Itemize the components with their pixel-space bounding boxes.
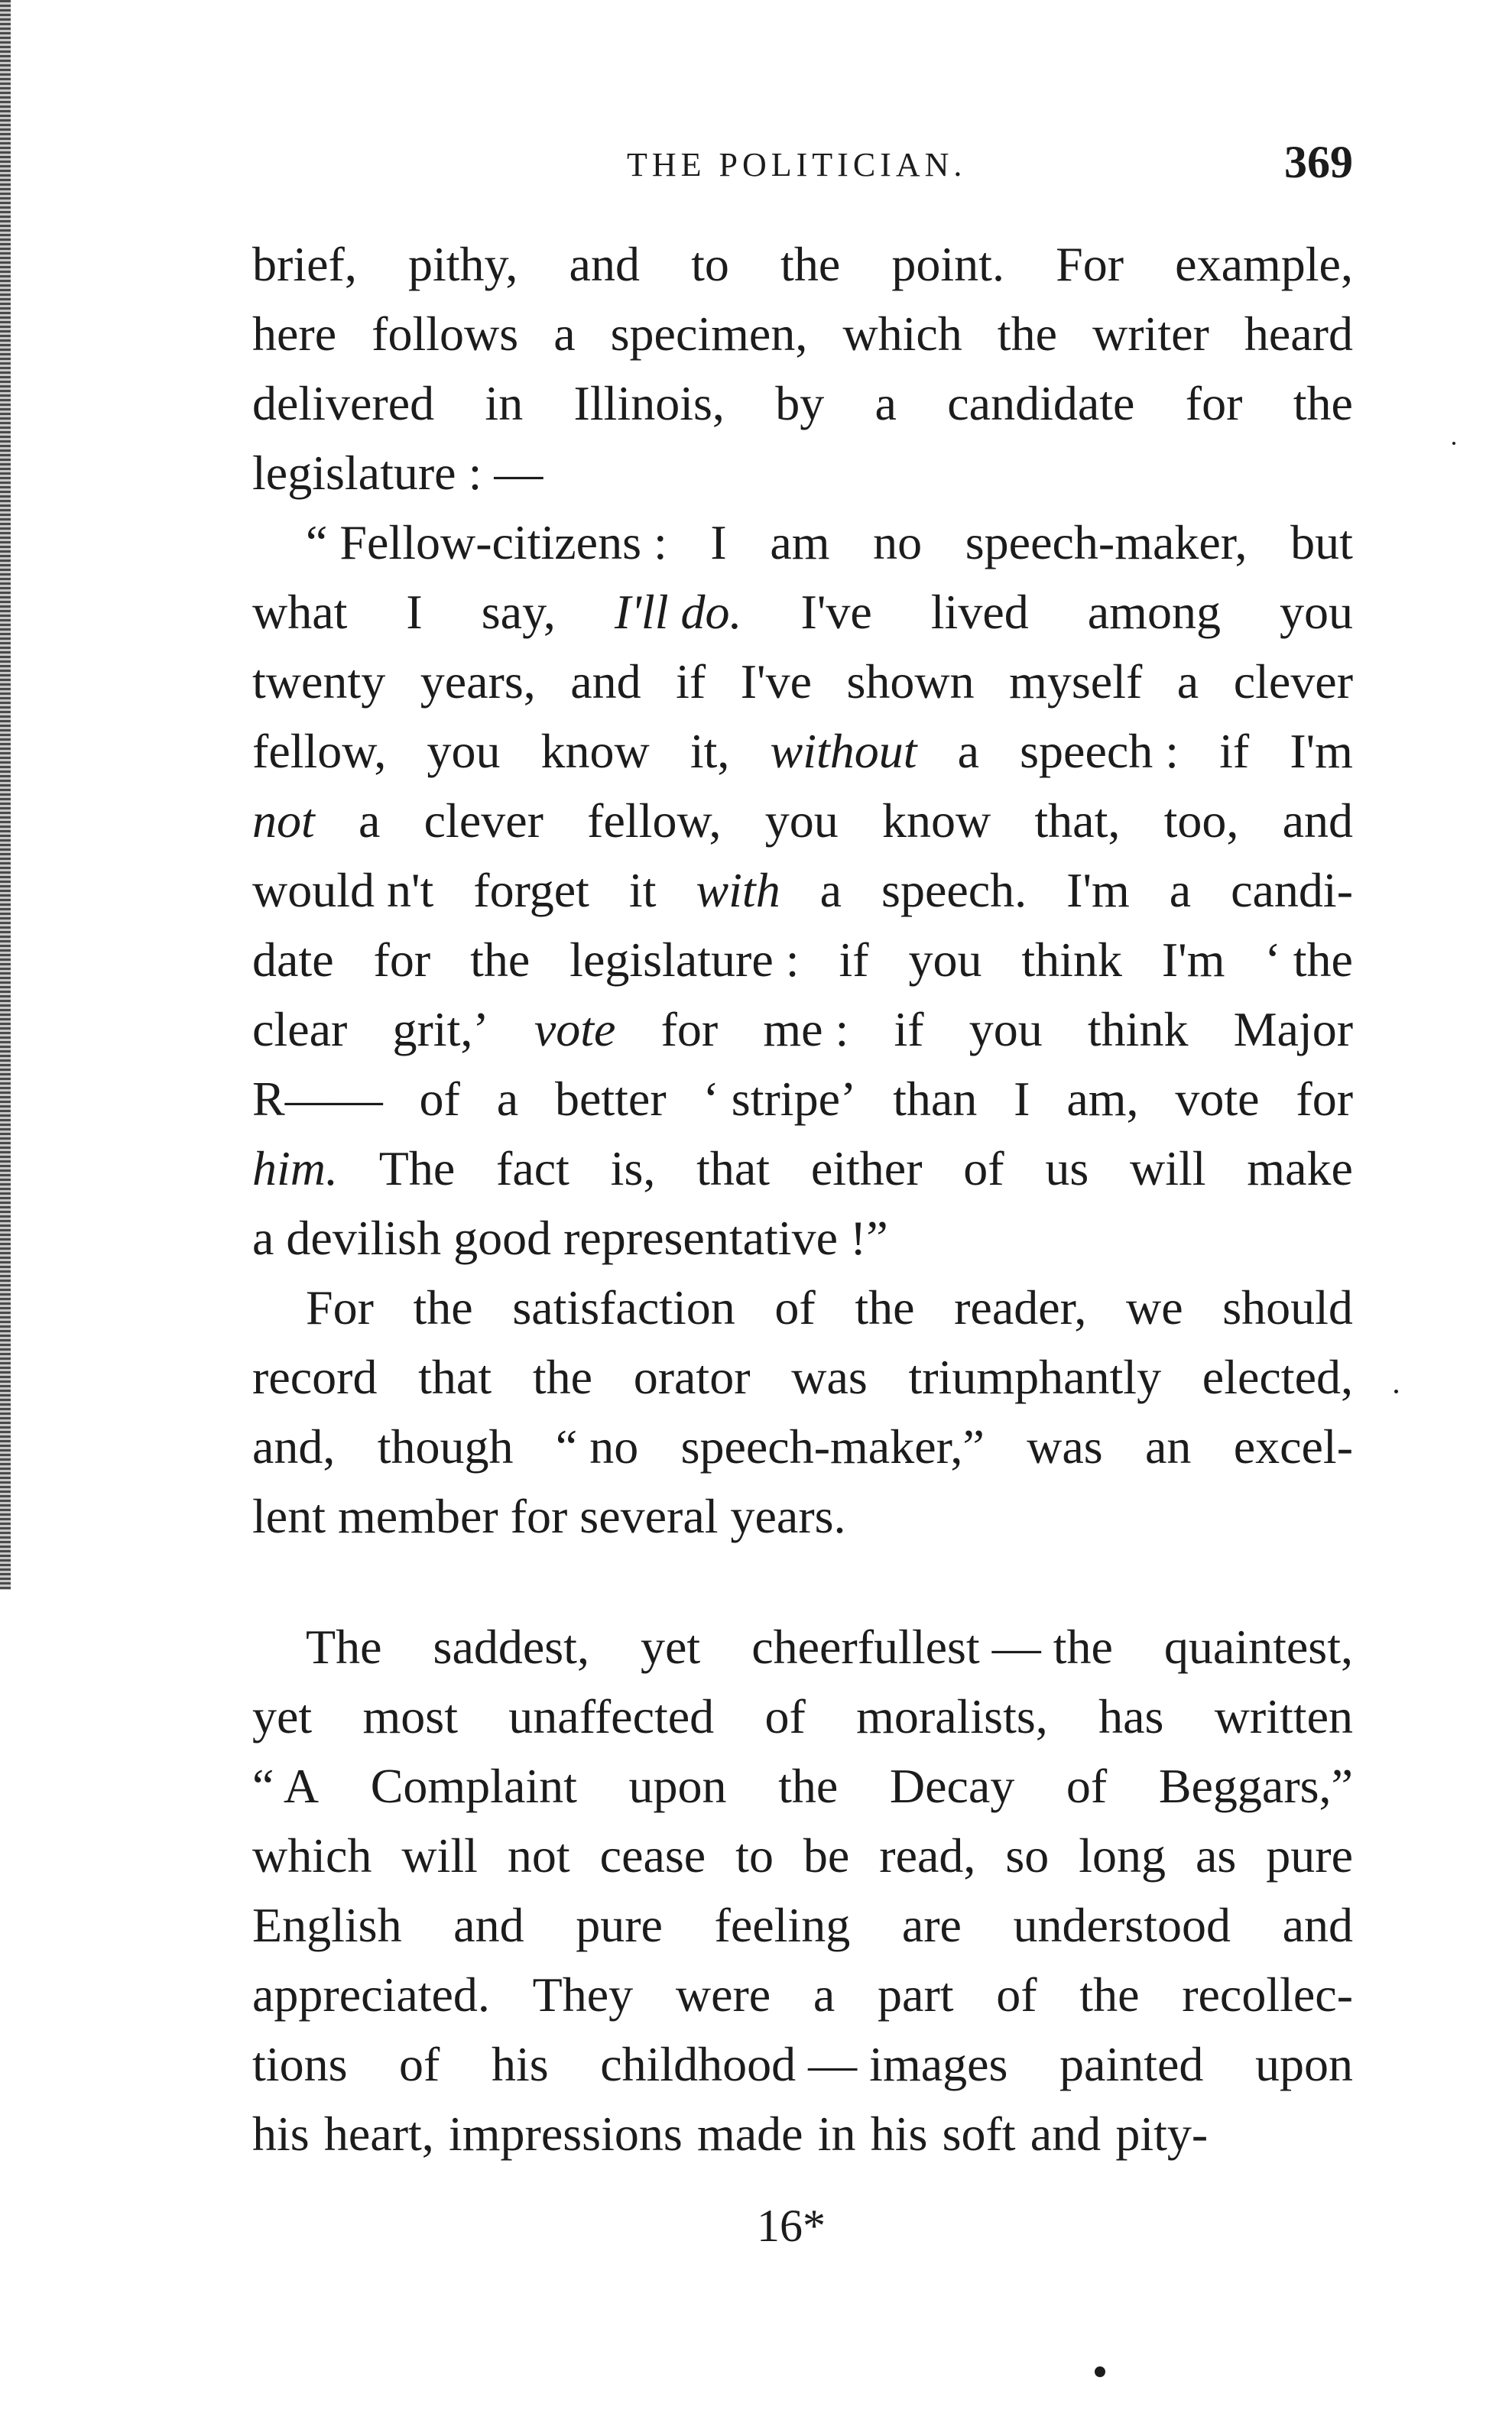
word: you xyxy=(427,724,501,778)
text-line xyxy=(252,786,1353,855)
word: me : xyxy=(763,1002,849,1056)
word: has xyxy=(1098,1689,1164,1743)
word: brief, xyxy=(252,237,357,291)
word: it xyxy=(628,863,657,917)
word: I've xyxy=(740,654,812,709)
word: of xyxy=(963,1141,1004,1195)
text-line xyxy=(252,855,1353,925)
text-line xyxy=(252,1134,1353,1203)
word: that xyxy=(418,1350,492,1404)
word: the xyxy=(1293,376,1353,430)
word: Major xyxy=(1233,1002,1353,1056)
word: for xyxy=(1185,376,1243,430)
word: the xyxy=(778,1759,839,1813)
text-line xyxy=(252,1751,1353,1821)
word: cease xyxy=(599,1828,706,1883)
word: but xyxy=(1290,515,1353,569)
word: They xyxy=(532,1967,634,2022)
word: and, xyxy=(252,1419,336,1474)
word: English xyxy=(252,1898,402,1952)
word: shown xyxy=(846,654,975,709)
word: satisfaction xyxy=(512,1280,735,1335)
word: I'm xyxy=(1066,863,1130,917)
word: of xyxy=(774,1280,816,1335)
word: a xyxy=(957,724,980,778)
word: in xyxy=(817,2107,856,2161)
word: legislature : — xyxy=(252,446,543,500)
word: think xyxy=(1087,1002,1189,1056)
word: heart, xyxy=(323,2107,434,2161)
word: if xyxy=(1219,724,1250,778)
word: here xyxy=(252,307,337,361)
word: was xyxy=(1027,1419,1103,1474)
word: clear xyxy=(252,1002,348,1056)
word: speech-maker,” xyxy=(680,1419,985,1474)
word: a xyxy=(874,376,897,430)
word: “ A xyxy=(252,1759,320,1813)
word: a xyxy=(496,1072,519,1126)
word: Decay xyxy=(889,1759,1015,1813)
word: you xyxy=(969,1002,1043,1056)
word: if xyxy=(894,1002,924,1056)
text-line xyxy=(252,647,1353,716)
word: in xyxy=(485,376,524,430)
text-line xyxy=(252,716,1353,786)
word: a xyxy=(813,1967,835,2022)
word: impressions xyxy=(448,2107,683,2161)
text-line xyxy=(252,1682,1353,1751)
word: upon xyxy=(628,1759,727,1813)
word: example, xyxy=(1175,237,1353,291)
text-line xyxy=(252,1612,1353,1682)
word: I'll do. xyxy=(614,585,742,639)
word: orator xyxy=(633,1350,751,1404)
word: you xyxy=(1279,585,1353,639)
word: fellow, xyxy=(252,724,387,778)
word: excel- xyxy=(1233,1419,1353,1474)
paragraph xyxy=(252,229,1353,508)
word: which xyxy=(252,1828,372,1883)
word: years, xyxy=(420,654,536,709)
word: part xyxy=(878,1967,954,2022)
word: “ Fellow-citizens : xyxy=(306,515,667,569)
word: him. xyxy=(252,1141,338,1195)
word: his xyxy=(870,2107,928,2161)
word: to xyxy=(735,1828,774,1883)
word: know xyxy=(881,793,991,848)
word: better xyxy=(554,1072,667,1126)
text-line xyxy=(252,925,1353,994)
word: am, xyxy=(1066,1072,1139,1126)
word: if xyxy=(676,654,706,709)
word: the xyxy=(532,1350,592,1404)
word: are xyxy=(901,1898,962,1952)
word: read, xyxy=(879,1828,976,1883)
word: lent member for several years. xyxy=(252,1489,846,1543)
word: Illinois, xyxy=(573,376,725,430)
word: ‘ the xyxy=(1264,933,1353,987)
word: I xyxy=(406,585,423,639)
word: feeling xyxy=(714,1898,851,1952)
text-line xyxy=(252,1960,1353,2029)
word: know xyxy=(540,724,650,778)
word: his xyxy=(491,2037,549,2091)
word: recollec- xyxy=(1182,1967,1353,2022)
word: is, xyxy=(610,1141,656,1195)
word: so xyxy=(1005,1828,1050,1883)
word: soft xyxy=(942,2107,1016,2161)
word: legislature : xyxy=(569,933,800,987)
word: vote xyxy=(534,1002,616,1056)
word: I'm xyxy=(1161,933,1225,987)
word: an xyxy=(1144,1419,1192,1474)
word: ‘ stripe’ xyxy=(702,1072,857,1126)
word: speech : xyxy=(1020,724,1179,778)
word: The xyxy=(306,1620,382,1674)
word: will xyxy=(401,1828,478,1883)
text-line xyxy=(252,438,1353,508)
word: a xyxy=(359,793,381,848)
word: pity- xyxy=(1115,2107,1209,2161)
word: unaffected xyxy=(508,1689,715,1743)
word: by xyxy=(775,376,825,430)
word: appreciated. xyxy=(252,1967,490,2022)
word: heard xyxy=(1244,307,1353,361)
text-line xyxy=(252,1273,1353,1342)
word: us xyxy=(1045,1141,1089,1195)
word: clever xyxy=(1233,654,1353,709)
text-line xyxy=(252,229,1353,299)
word: Beggars,” xyxy=(1158,1759,1353,1813)
word: of xyxy=(764,1689,806,1743)
word: lived xyxy=(930,585,1029,639)
scanned-page-edge xyxy=(0,0,11,1590)
stray-mark-dot xyxy=(1095,2366,1105,2377)
word: a xyxy=(553,307,576,361)
word: elected, xyxy=(1202,1350,1353,1404)
word: it, xyxy=(689,724,730,778)
word: I'm xyxy=(1290,724,1353,778)
word: either xyxy=(810,1141,923,1195)
word: For xyxy=(1056,237,1124,291)
word: a xyxy=(819,863,842,917)
word: reader, xyxy=(954,1280,1087,1335)
word: too, xyxy=(1163,793,1239,848)
body-text xyxy=(252,229,1353,2168)
word: The xyxy=(378,1141,456,1195)
word: made xyxy=(696,2107,803,2161)
running-head xyxy=(252,136,1353,197)
word: that xyxy=(696,1141,771,1195)
word: moralists, xyxy=(856,1689,1048,1743)
word: a xyxy=(1169,863,1192,917)
word: and xyxy=(569,237,640,291)
word: you xyxy=(908,933,982,987)
text-line xyxy=(252,1481,1353,1551)
word: written xyxy=(1214,1689,1353,1743)
word: were xyxy=(675,1967,771,2022)
word: of xyxy=(996,1967,1037,2022)
word: if xyxy=(839,933,869,987)
word: the xyxy=(413,1280,473,1335)
word: date xyxy=(252,933,334,987)
word: saddest, xyxy=(433,1620,589,1674)
word: and xyxy=(1030,2107,1102,2161)
section-gap xyxy=(252,1551,1353,1612)
word: “ no xyxy=(555,1419,639,1474)
text-line xyxy=(252,2029,1353,2099)
word: no xyxy=(873,515,923,569)
paragraph xyxy=(252,1273,1353,1551)
word: pure xyxy=(576,1898,663,1952)
word: I xyxy=(1014,1072,1030,1126)
word: will xyxy=(1129,1141,1206,1195)
text-line xyxy=(252,1821,1353,1890)
word: delivered xyxy=(252,376,435,430)
stray-mark-dot xyxy=(1394,1390,1398,1393)
word: not xyxy=(252,793,315,848)
word: am xyxy=(770,515,830,569)
word: long xyxy=(1079,1828,1166,1883)
text-line xyxy=(252,1890,1353,1960)
word: not xyxy=(507,1828,570,1883)
word: speech. xyxy=(881,863,1027,917)
word: which xyxy=(842,307,962,361)
word: speech-maker, xyxy=(965,515,1248,569)
text-line xyxy=(252,994,1353,1064)
word: pithy, xyxy=(407,237,518,291)
stray-mark-dot xyxy=(1452,442,1455,445)
word: understood xyxy=(1013,1898,1231,1952)
word: point. xyxy=(891,237,1004,291)
word: among xyxy=(1087,585,1221,639)
running-title: THE POLITICIAN. xyxy=(627,146,967,183)
word: to xyxy=(691,237,729,291)
word: his xyxy=(252,2107,310,2161)
word: I've xyxy=(800,585,872,639)
word: should xyxy=(1222,1280,1353,1335)
word: than xyxy=(893,1072,978,1126)
word: though xyxy=(377,1419,514,1474)
word: R—— xyxy=(252,1072,383,1126)
text-line xyxy=(252,1064,1353,1134)
word: would n't xyxy=(252,863,434,917)
word: upon xyxy=(1254,2037,1353,2091)
word: twenty xyxy=(252,654,386,709)
word: vote xyxy=(1175,1072,1260,1126)
word: myself xyxy=(1009,654,1143,709)
word: the xyxy=(470,933,530,987)
paragraph xyxy=(252,508,1353,1273)
word: pure xyxy=(1266,1828,1353,1883)
text-line xyxy=(252,1412,1353,1481)
word: grit,’ xyxy=(392,1002,489,1056)
word: we xyxy=(1126,1280,1183,1335)
word: triumphantly xyxy=(908,1350,1162,1404)
text-line xyxy=(252,2099,1353,2168)
signature-mark: 16* xyxy=(757,2201,826,2251)
word: a xyxy=(1176,654,1199,709)
word: cheerfullest — the xyxy=(751,1620,1113,1674)
word: with xyxy=(696,863,780,917)
word: the xyxy=(855,1280,915,1335)
word: specimen, xyxy=(610,307,808,361)
word: I xyxy=(710,515,727,569)
text-line xyxy=(252,299,1353,368)
word: writer xyxy=(1092,307,1209,361)
word: without xyxy=(770,724,917,778)
word: record xyxy=(252,1350,378,1404)
word: the xyxy=(1079,1967,1140,2022)
paragraph xyxy=(252,1612,1353,2168)
text-line xyxy=(252,508,1353,577)
word: and xyxy=(1282,1898,1353,1952)
word: candidate xyxy=(947,376,1135,430)
word: childhood — images xyxy=(600,2037,1008,2091)
word: fact xyxy=(496,1141,569,1195)
word: tions xyxy=(252,2037,348,2091)
word: yet xyxy=(252,1689,313,1743)
text-line xyxy=(252,368,1353,438)
word: yet xyxy=(640,1620,701,1674)
word: of xyxy=(399,2037,440,2091)
word: of xyxy=(1066,1759,1108,1813)
text-line xyxy=(252,1203,1353,1273)
word: you xyxy=(764,793,839,848)
word: fellow, xyxy=(587,793,722,848)
word: what xyxy=(252,585,348,639)
word: quaintest, xyxy=(1163,1620,1353,1674)
word: candi- xyxy=(1231,863,1353,917)
word: a devilish good representative !” xyxy=(252,1211,888,1265)
word: most xyxy=(362,1689,458,1743)
word: forget xyxy=(473,863,589,917)
word: be xyxy=(803,1828,850,1883)
word: for xyxy=(660,1002,719,1056)
word: painted xyxy=(1059,2037,1204,2091)
word: the xyxy=(780,237,841,291)
word: was xyxy=(791,1350,868,1404)
word: and xyxy=(570,654,641,709)
text-line xyxy=(252,577,1353,647)
word: that, xyxy=(1034,793,1121,848)
word: for xyxy=(1296,1072,1353,1126)
word: clever xyxy=(423,793,543,848)
word: of xyxy=(419,1072,460,1126)
word: follows xyxy=(372,307,519,361)
word: the xyxy=(997,307,1057,361)
word: Complaint xyxy=(370,1759,577,1813)
word: and xyxy=(453,1898,524,1952)
word: make xyxy=(1247,1141,1353,1195)
word: and xyxy=(1282,793,1353,848)
page-number: 369 xyxy=(1284,137,1353,187)
word: for xyxy=(373,933,431,987)
word: as xyxy=(1196,1828,1237,1883)
word: think xyxy=(1021,933,1122,987)
word: For xyxy=(306,1280,374,1335)
text-line xyxy=(252,1342,1353,1412)
word: say, xyxy=(481,585,556,639)
